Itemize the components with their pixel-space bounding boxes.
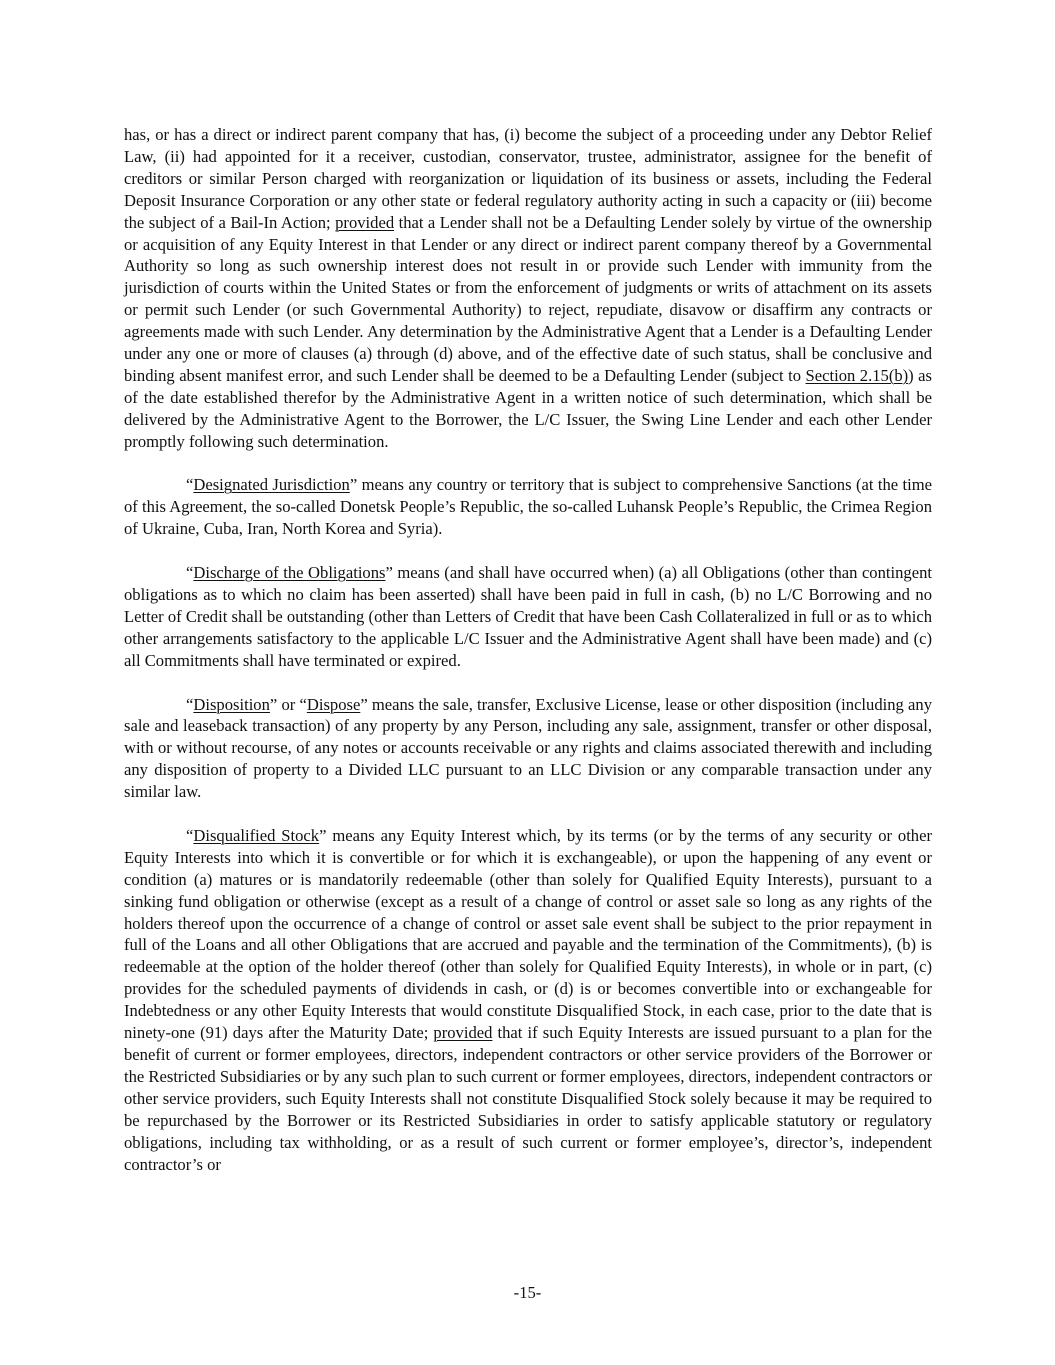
paragraph-text: ” or “ xyxy=(269,694,307,714)
page-number: -15- xyxy=(513,1283,542,1302)
paragraph-text: “ xyxy=(186,563,194,583)
defined-term: Disqualified Stock xyxy=(193,825,320,845)
paragraph-text: “ xyxy=(186,825,194,845)
paragraph-text: “ xyxy=(186,694,194,714)
paragraph-disqualified-stock xyxy=(124,825,932,1176)
paragraph-defaulting-lender-continued xyxy=(124,124,932,453)
paragraph-text: that a Lender shall not be a Defaulting Lender solely by virtue of the ownership or acquisition of any Equity Interest in that Lender or any direct or indirect parent company thereof by a Governmental Authority so long as such ownership interest does not result in or provide such Lender with immunity from the jurisdiction of courts within the United States or from the enforcement of judgments or writs of attachment on its assets or permit such Lender (or such Governmental Authority) to reject, repudiate, disavow or disaffirm any contracts or agreements made with such Lender. Any determination by the Administrative Agent that a Lender is a Defaulting Lender under any one or more of clauses (a) through (d) above, and of the effective date of such status, shall be conclusive and binding absent manifest error, and such Lender shall be deemed to be a Defaulting Lender (subject to xyxy=(124,212,933,385)
paragraph-text: has, or has a direct or indirect parent company that has, (i) become the subject of a proceeding under any Debtor Relief Law, (ii) had appointed for it a receiver, custodian, conservator, trustee, administrator, assignee for the benefit of creditors or similar Person charged with reorganization or liquidation of its business or assets, including the Federal Deposit Insurance Corporation or any other state or federal regulatory authority acting in such a capacity or (iii) become the subject of a Bail-In Action; xyxy=(124,125,932,232)
paragraph-text: ” means any Equity Interest which, by its terms (or by the terms of any security or other Equity Interests into which it is convertible or for which it is exchangeable), or upon the happening of any event or condition (a) matures or is mandatorily redeemable (other than solely for Qualified Equity Interests), pursuant to a sinking fund obligation or otherwise (except as a result of a change of control or asset sale so long as any rights of the holders thereof upon the occurrence of a change of control or asset sale event shall be subject to the prior repayment in full of the Loans and all other Obligations that are accrued and payable and the termination of the Commitments), (b) is redeemable at the option of the holder thereof (other than solely for Qualified Equity Interests), in whole or in part, (c) provides for the scheduled payments of dividends in cash, or (d) is or becomes convertible into or exchangeable for Indebtedness or any other Equity Interests that would constitute Disqualified Stock, in each case, prior to the date that is ninety-one (91) days after the Maturity Date; xyxy=(124,825,932,1043)
defined-term: provided xyxy=(433,1023,493,1043)
paragraph-disposition xyxy=(124,694,932,804)
paragraph-text: ” means (and shall have occurred when) (a) all Obligations (other than contingent obligations as to which no claim has been asserted) shall have been paid in full in cash, (b) no L/C Borrowing and no Letter of Credit shall be outstanding (other than Letters of Credit that have been Cash Collateralized in full or as to which other arrangements satisfactory to the applicable L/C Issuer and the Administrative Agent shall have been made) and (c) all Commitments shall have terminated or expired. xyxy=(124,563,932,670)
defined-term: Disposition xyxy=(193,694,270,714)
defined-term: provided xyxy=(335,212,395,232)
paragraph-text: that if such Equity Interests are issued pursuant to a plan for the benefit of current or former employees, directors, independent contractors or other service providers of the Borrower or the Restricted Subsidiaries or by any such plan to such current or former employees, directors, independent contractors or other service providers, such Equity Interests shall not constitute Disqualified Stock solely because it may be required to be repurchased by the Borrower or its Restricted Subsidiaries in order to satisfy applicable statutory or regulatory obligations, including tax withholding, or as a result of such current or former employee’s, director’s, independent contractor’s or xyxy=(124,1023,932,1174)
defined-term: Dispose xyxy=(306,694,361,714)
defined-term: Designated Jurisdiction xyxy=(193,475,350,495)
document-body xyxy=(124,124,932,1175)
defined-term: Section 2.15(b) xyxy=(805,365,909,385)
paragraph-discharge-of-obligations xyxy=(124,562,932,672)
paragraph-text: ” means any country or territory that is subject to comprehensive Sanctions (at the time of this Agreement, the so-called Donetsk People’s Republic, the so-called Luhansk People’s Republic, the Crimea Region of Ukraine, Cuba, Iran, North Korea and Syria). xyxy=(124,475,932,539)
paragraph-text: ” means the sale, transfer, Exclusive License, lease or other disposition (including any sale and leaseback transaction) of any property by any Person, including any sale, assignment, transfer or other disposal, with or without recourse, of any notes or accounts receivable or any rights and claims associated therewith and including any disposition of property to a Divided LLC pursuant to an LLC Division or any comparable transaction under any similar law. xyxy=(124,694,932,802)
paragraph-designated-jurisdiction xyxy=(124,474,932,540)
defined-term: Discharge of the Obligations xyxy=(193,563,386,583)
paragraph-text: “ xyxy=(186,475,194,495)
paragraph-text: ) as of the date established therefor by the Administrative Agent in a written notice of such determination, which shall be delivered by the Administrative Agent to the Borrower, the L/C Issuer, the Swing Line Lender and each other Lender promptly following such determination. xyxy=(124,365,933,451)
